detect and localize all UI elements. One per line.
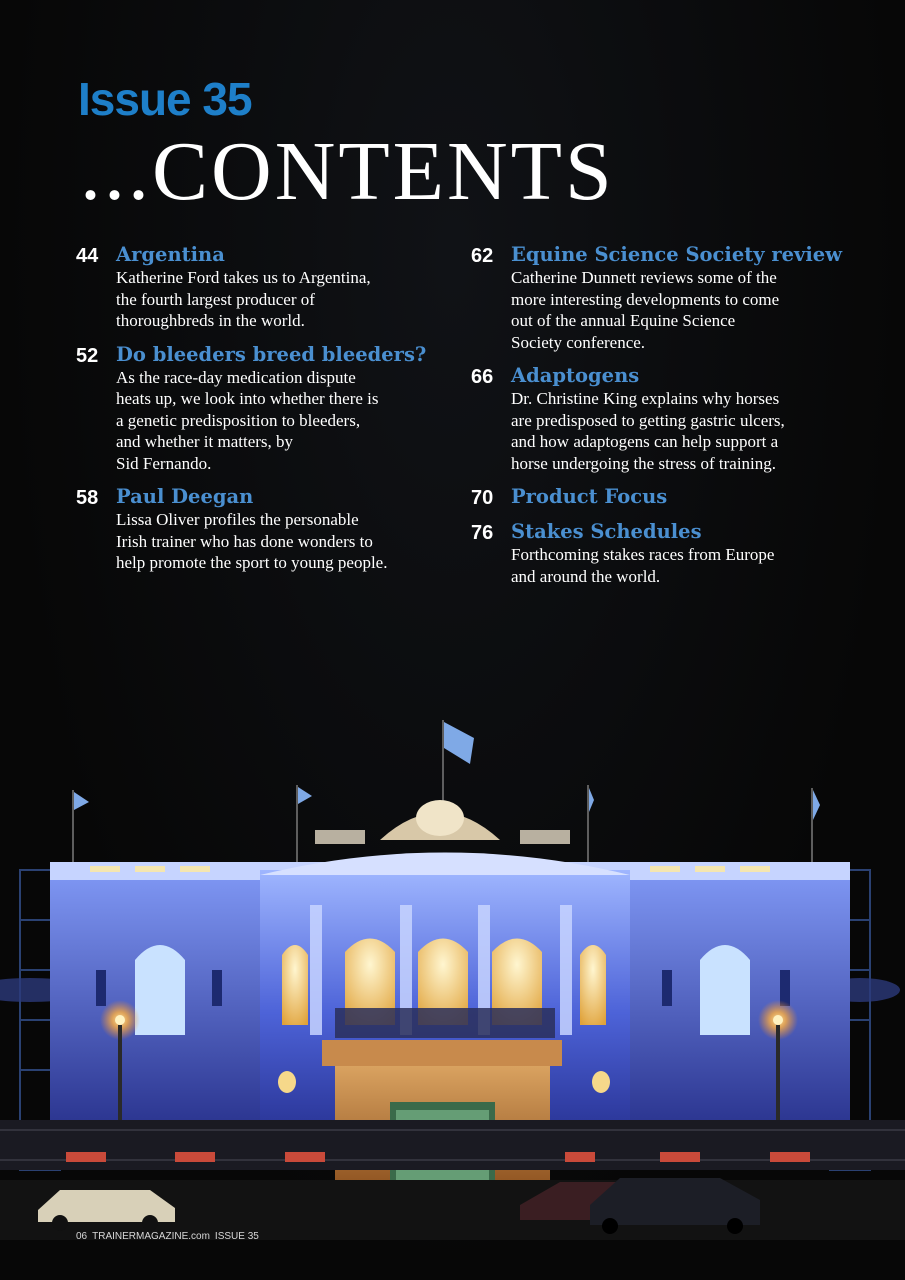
contents-heading: ...CONTENTS <box>80 125 615 218</box>
footer-page-number: 06 <box>76 1231 88 1242</box>
page-number: 70 <box>471 487 494 509</box>
building-night-photo <box>0 690 905 1240</box>
article-desc: Dr. Christine King explains why horses are predisposed to getting gastric ulcers, and how adaptogens can help support a horse undergoing the stress of training. <box>511 389 785 473</box>
article-title: Paul Deegan <box>116 485 254 508</box>
article-title: Adaptogens <box>511 364 640 387</box>
page-footer <box>76 1231 264 1242</box>
article-title: Product Focus <box>511 485 668 508</box>
contents-entry[interactable] <box>76 485 456 574</box>
article-desc: Lissa Oliver profiles the personable Irish trainer who has done wonders to help promote the sport to young people. <box>116 510 388 572</box>
page-number: 66 <box>471 366 494 388</box>
article-desc: Catherine Dunnett reviews some of the more interesting developments to come out of the annual Equine Science Society conference. <box>511 268 780 352</box>
page-number: 76 <box>471 522 494 544</box>
issue-number: Issue 35 <box>78 73 252 125</box>
article-title: Do bleeders breed bleeders? <box>116 342 427 366</box>
article-desc: Katherine Ford takes us to Argentina, the fourth largest producer of thoroughbreds in the world. <box>116 268 371 330</box>
contents-entry[interactable] <box>471 243 871 353</box>
page-number: 62 <box>471 245 494 267</box>
article-desc: As the race-day medication dispute heats up, we look into whether there is a genetic predisposition to bleeders, and whether it matters, by Sid Fernando. <box>116 367 379 473</box>
article-title: Stakes Schedules <box>511 520 702 543</box>
article-title: Argentina <box>116 243 225 266</box>
flag-icon <box>73 720 812 870</box>
contents-entry[interactable] <box>76 243 456 332</box>
footer-site: TRAINERMAGAZINE.com <box>92 1231 210 1242</box>
footer-issue: ISSUE 35 <box>214 1231 259 1242</box>
article-title: Equine Science Society review <box>511 243 842 266</box>
contents-entry[interactable] <box>471 485 871 509</box>
contents-entry[interactable] <box>471 364 871 474</box>
page-number: 44 <box>76 245 99 267</box>
page-number: 58 <box>76 487 99 509</box>
contents-entry[interactable] <box>76 343 456 475</box>
article-desc: Forthcoming stakes races from Europe and around the world. <box>511 545 775 586</box>
contents-entry[interactable] <box>471 520 871 587</box>
page-number: 52 <box>76 344 99 367</box>
contents-column-right <box>471 243 871 598</box>
contents-column-left <box>76 243 456 585</box>
